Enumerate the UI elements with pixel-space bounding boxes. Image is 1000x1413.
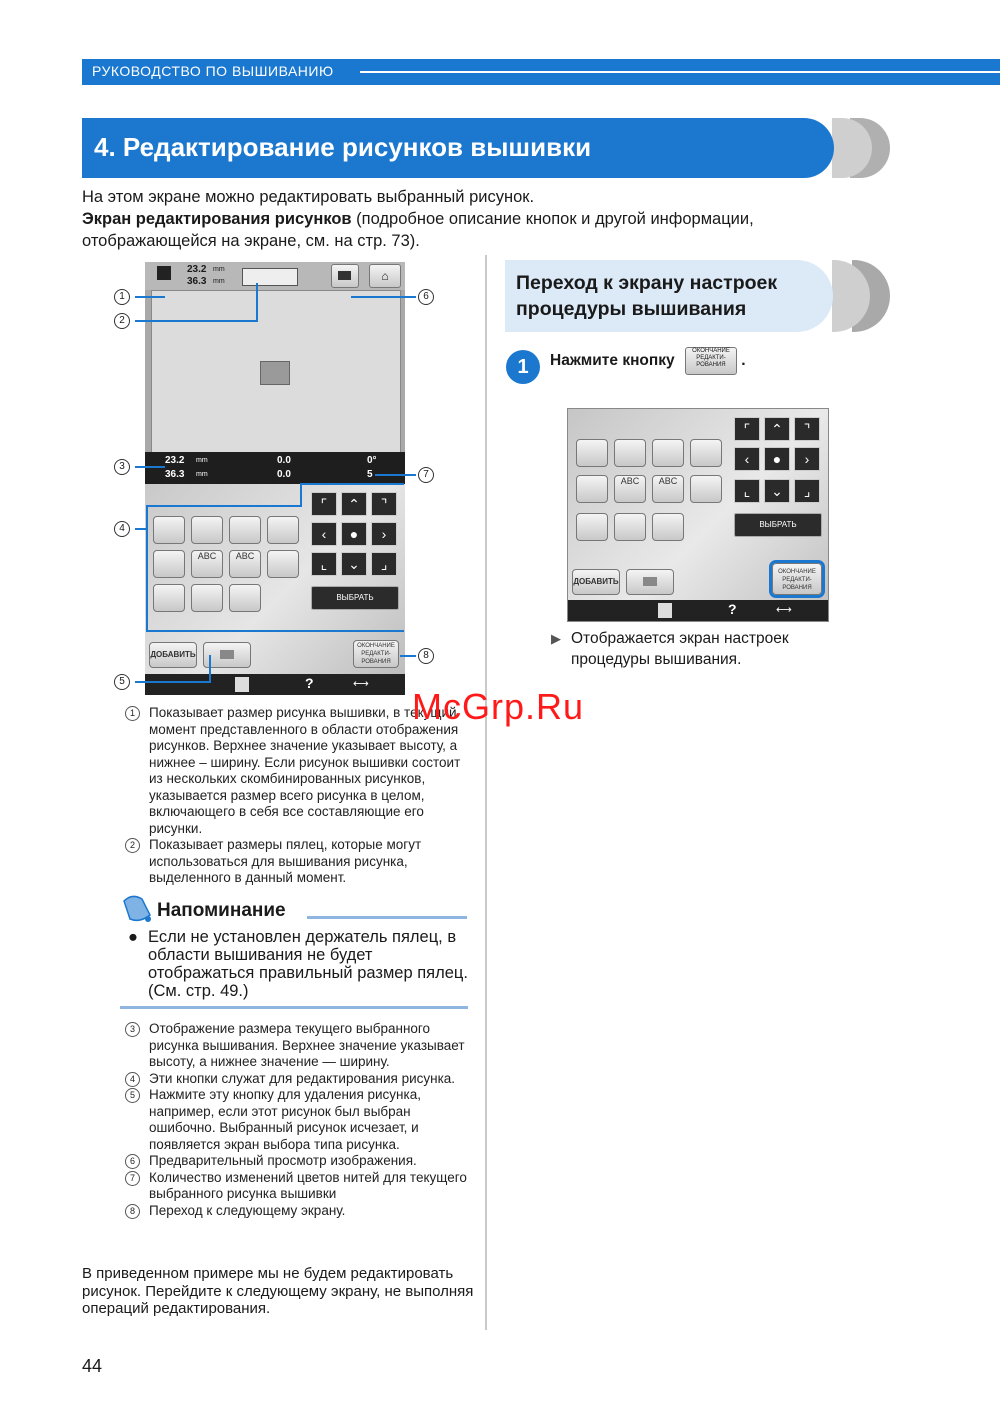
select-button[interactable] <box>734 513 822 537</box>
running-header <box>82 59 1000 85</box>
screen-top-bar <box>145 262 405 290</box>
center-button[interactable]: ● <box>341 522 367 546</box>
move-up-button[interactable]: ⌃ <box>341 492 367 516</box>
info-height: 23.2 <box>165 455 185 466</box>
list-icon[interactable] <box>658 603 672 618</box>
list-item <box>125 1203 470 1220</box>
callout-line-4-left <box>146 505 148 632</box>
callout-1: 1 <box>114 289 130 305</box>
rotate-button[interactable] <box>614 439 646 467</box>
color-change-count: 5 <box>367 469 373 480</box>
arc-text-button[interactable] <box>191 550 223 578</box>
step-result <box>551 628 841 670</box>
item-text: Показывает размер рисунка вышивки, в текущий момент представленного в области отображения рисунков. Верхнее значение указывает высоту, а нижнее – ширину. Если рисунок вышивки состоит из нескольких скомбинированных рисунков, указывается размер всего рисунка в целом, включающего в себя все составляющие его рисунки. <box>149 705 461 836</box>
border-button[interactable] <box>614 513 646 541</box>
item-marker: 1 <box>125 706 140 721</box>
duplicate-button[interactable] <box>652 513 684 541</box>
intro-rest: (подробное описание кнопок и другой информации, отображающейся на экране, см. на стр. 73). <box>82 210 754 250</box>
callout-line-5 <box>135 681 211 683</box>
description-list-a <box>125 705 470 887</box>
running-header-title: РУКОВОДСТВО ПО ВЫШИВАНИЮ <box>92 63 334 79</box>
step-text: Нажмите кнопку <box>550 352 675 370</box>
memo-bell-icon <box>120 893 154 923</box>
callout-line-5-v <box>209 655 211 683</box>
column-divider <box>485 255 487 1330</box>
item-text: Показывает размеры пялец, которые могут использоваться для вышивания рисунка, выделенного в данный момент. <box>149 837 422 885</box>
chapter-title: 4. Редактирование рисунков вышивки <box>94 132 592 162</box>
intro-line1: На этом экране можно редактировать выбранный рисунок. <box>82 188 535 206</box>
spacing-label: ABC <box>235 551 255 561</box>
item-text: Переход к следующему экрану. <box>149 1202 346 1218</box>
preview-icon <box>338 271 351 280</box>
list-item <box>125 1021 470 1071</box>
step-instruction <box>550 347 746 375</box>
item-text: Количество изменений цветов нитей для текущего выбранного рисунка вышивки <box>149 1169 467 1201</box>
section-title-bar <box>505 260 833 332</box>
screen-bottom-bar <box>145 674 405 695</box>
resize-button[interactable] <box>153 516 185 544</box>
move-down-button[interactable]: ⌄ <box>341 552 367 576</box>
array-button[interactable] <box>576 475 608 503</box>
move-up-left-button[interactable]: ⌜ <box>311 492 337 516</box>
item-marker: 3 <box>125 1022 140 1037</box>
add-label: ДОБАВИТЬ <box>150 650 196 659</box>
color-button[interactable] <box>576 513 608 541</box>
header-rule <box>360 71 1000 73</box>
chapter-title-bar <box>82 118 834 178</box>
arc-text-label: ABC <box>620 476 640 486</box>
pattern-info-bar <box>145 452 405 484</box>
result-text: Отображается экран настроек процедуры вышивания. <box>571 630 789 668</box>
item-marker: 4 <box>125 1072 140 1087</box>
callout-line-1 <box>135 296 165 298</box>
memo-rule-top <box>307 916 467 919</box>
pattern-height: 23.2 <box>187 264 207 275</box>
center-button[interactable]: ● <box>764 447 790 471</box>
split-text-button[interactable] <box>690 475 722 503</box>
item-text: Предварительный просмотр изображения. <box>149 1153 417 1168</box>
stitch-icon[interactable]: ⟷ <box>776 604 792 616</box>
memo-title: Напоминание <box>157 900 286 921</box>
select-label: ВЫБРАТЬ <box>759 520 797 529</box>
rotate-button[interactable] <box>191 516 223 544</box>
callout-line-4-tr <box>300 483 404 485</box>
border-button[interactable] <box>191 584 223 612</box>
pattern-width: 36.3 <box>187 276 207 287</box>
spacing-button[interactable] <box>652 475 684 503</box>
spacing-label: ABC <box>658 476 678 486</box>
spacing-button[interactable] <box>229 550 261 578</box>
list-icon[interactable] <box>235 677 249 692</box>
end-edit-button[interactable] <box>353 640 399 668</box>
page-number: 44 <box>82 1356 103 1376</box>
move-up-right-button[interactable]: ⌝ <box>371 492 397 516</box>
move-left-button[interactable]: ‹ <box>734 447 760 471</box>
callout-2: 2 <box>114 313 130 329</box>
item-marker: 5 <box>125 1088 140 1103</box>
split-text-button[interactable] <box>267 550 299 578</box>
callout-line-2-v <box>256 283 258 322</box>
list-item <box>125 1071 470 1088</box>
callout-4: 4 <box>114 521 130 537</box>
list-item <box>125 837 470 887</box>
move-down-button[interactable]: ⌄ <box>764 479 790 503</box>
eraser-icon <box>643 577 657 586</box>
item-text: Эти кнопки служат для редактирования рисунка. <box>149 1070 456 1086</box>
pattern-width-unit: mm <box>213 278 225 285</box>
delete-button[interactable] <box>626 569 674 595</box>
description-list-b <box>125 1021 470 1219</box>
add-button[interactable] <box>572 569 620 595</box>
offset-vertical: 0.0 <box>277 455 291 466</box>
item-marker: 6 <box>125 1154 140 1169</box>
item-text: Нажмите эту кнопку для удаления рисунка, например, если этот рисунок был выбран ошибочно. Выбранный рисунок исчезает, и появляется экран выбора типа рисунка. <box>149 1087 421 1152</box>
offset-horizontal: 0.0 <box>277 469 291 480</box>
watermark: McGrp.Ru <box>412 686 585 727</box>
pattern-thumbnail[interactable] <box>260 361 290 385</box>
item-text: Отображение размера текущего выбранного рисунка вышивания. Верхнее значение указывает высоту, а нижнее значение — ширину. <box>149 1021 465 1069</box>
eraser-icon <box>220 650 234 659</box>
mirror-button[interactable] <box>229 516 261 544</box>
list-item <box>125 1170 470 1203</box>
duplicate-button[interactable] <box>229 584 261 612</box>
memo-body <box>128 928 468 1000</box>
list-item <box>125 1153 470 1170</box>
edit-screen-detail <box>567 408 829 622</box>
info-width-unit: mm <box>196 471 208 478</box>
callout-3: 3 <box>114 459 130 475</box>
callout-line-3 <box>135 466 165 468</box>
callout-line-4-bottom <box>146 630 404 632</box>
callout-7: 7 <box>418 467 434 483</box>
memo-rule-bottom <box>120 1006 468 1009</box>
select-label: ВЫБРАТЬ <box>336 593 374 602</box>
section-title-line1: Переход к экрану настроек <box>516 272 778 294</box>
rotation-angle: 0° <box>367 455 377 466</box>
move-down-right-button[interactable]: ⌟ <box>794 479 820 503</box>
callout-line-7 <box>375 474 416 476</box>
move-down-left-button[interactable]: ⌞ <box>734 479 760 503</box>
memo-bullet: ● <box>128 928 138 946</box>
home-button[interactable] <box>369 264 401 288</box>
screen-bottom-bar <box>568 600 828 621</box>
pattern-display-area <box>151 290 401 454</box>
info-height-unit: mm <box>196 457 208 464</box>
item-marker: 7 <box>125 1171 140 1186</box>
callout-line-8 <box>400 655 416 657</box>
info-width: 36.3 <box>165 469 185 480</box>
inline-end-edit-label: ОКОНЧАНИЕ РЕДАКТИ- РОВАНИЯ <box>692 348 730 368</box>
intro-bold: Экран редактирования рисунков <box>82 210 352 228</box>
callout-line-4-top <box>146 505 302 507</box>
help-button[interactable]: ? <box>305 675 314 691</box>
item-marker: 8 <box>125 1204 140 1219</box>
size-icon <box>157 266 171 280</box>
resize-button[interactable] <box>576 439 608 467</box>
density-button[interactable] <box>267 516 299 544</box>
preview-button[interactable] <box>331 264 359 288</box>
step-period: . <box>741 352 746 370</box>
add-button[interactable] <box>149 642 197 668</box>
memo-text: Если не установлен держатель пялец, в области вышивания не будет отображаться правильный размер пялец. (См. стр. 49.) <box>148 928 468 1000</box>
inline-end-edit-button <box>685 347 737 375</box>
density-button[interactable] <box>690 439 722 467</box>
callout-6: 6 <box>418 289 434 305</box>
color-button[interactable] <box>153 584 185 612</box>
mirror-button[interactable] <box>652 439 684 467</box>
end-edit-label: ОКОНЧАНИЕ РЕДАКТИ- РОВАНИЯ <box>778 569 816 591</box>
move-up-right-button[interactable]: ⌝ <box>794 417 820 441</box>
item-marker: 2 <box>125 838 140 853</box>
intro-paragraph <box>82 186 802 252</box>
move-down-right-button[interactable]: ⌟ <box>371 552 397 576</box>
move-down-left-button[interactable]: ⌞ <box>311 552 337 576</box>
move-right-button[interactable]: › <box>371 522 397 546</box>
result-arrow-icon: ▶ <box>551 631 561 646</box>
stitch-icon[interactable]: ⟷ <box>353 678 369 690</box>
callout-line-4-v <box>300 483 302 507</box>
home-icon: ⌂ <box>381 269 389 283</box>
end-edit-label: ОКОНЧАНИЕ РЕДАКТИ- РОВАНИЯ <box>357 643 395 665</box>
arc-text-label: ABC <box>197 551 217 561</box>
callout-line-2 <box>135 320 257 322</box>
callout-8: 8 <box>418 648 434 664</box>
callout-5: 5 <box>114 674 130 690</box>
move-left-button[interactable]: ‹ <box>311 522 337 546</box>
list-item <box>125 1087 470 1153</box>
arc-text-button[interactable] <box>614 475 646 503</box>
move-right-button[interactable]: › <box>794 447 820 471</box>
section-title <box>516 270 777 322</box>
callout-line-6 <box>351 296 416 298</box>
move-up-button[interactable]: ⌃ <box>764 417 790 441</box>
select-button[interactable] <box>311 586 399 610</box>
help-button[interactable]: ? <box>728 601 737 617</box>
step-number: 1 <box>506 350 540 384</box>
end-edit-button[interactable] <box>772 563 822 595</box>
edit-button-panel <box>145 484 405 674</box>
section-title-line2: процедуры вышивания <box>516 298 747 320</box>
move-up-left-button[interactable]: ⌜ <box>734 417 760 441</box>
outro-paragraph: В приведенном примере мы не будем редактировать рисунок. Перейдите к следующему экрану, не выполняя операций редактирования. <box>82 1265 474 1317</box>
add-label: ДОБАВИТЬ <box>573 577 619 586</box>
array-button[interactable] <box>153 550 185 578</box>
hoop-size-icon <box>242 268 298 286</box>
pattern-height-unit: mm <box>213 266 225 273</box>
